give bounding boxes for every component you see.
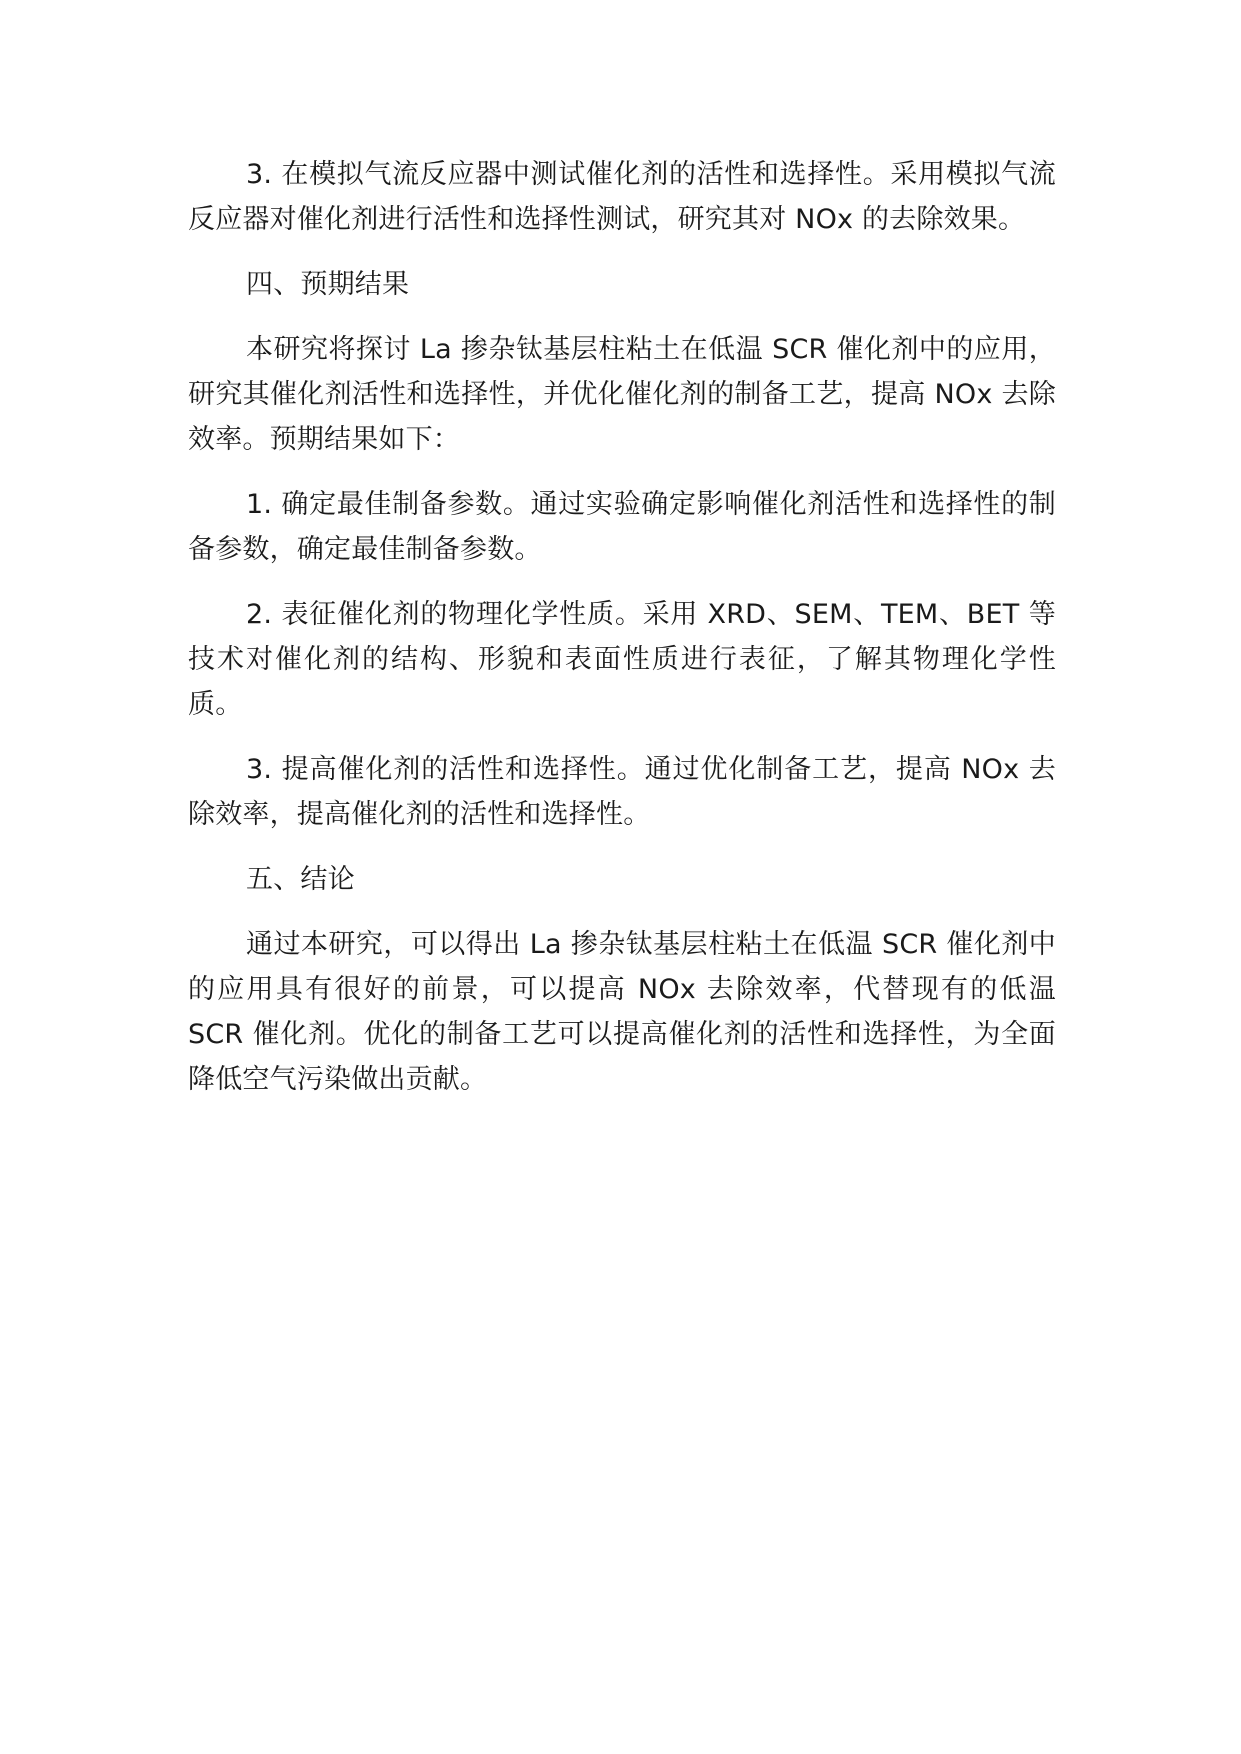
paragraph-research-overview: 本研究将探讨 La 掺杂钛基层柱粘土在低温 SCR 催化剂中的应用，研究其催化剂活性和选择性，并优化催化剂的制备工艺，提高 NOx 去除效率。预期结果如下： (188, 334, 1056, 455)
section-heading-conclusion: 五、结论 (246, 864, 355, 895)
document-page (188, 152, 1056, 1122)
paragraph-conclusion: 通过本研究，可以得出 La 掺杂钛基层柱粘土在低温 SCR 催化剂中的应用具有很好的前景，可以提高 NOx 去除效率，代替现有的低温 SCR 催化剂。优化的制备工艺可以提高催化剂的活性和选择性，为全面降低空气污染做出贡献。 (188, 929, 1056, 1095)
paragraph-result-3: 3. 提高催化剂的活性和选择性。通过优化制备工艺，提高 NOx 去除效率，提高催化剂的活性和选择性。 (188, 754, 1056, 830)
paragraph-result-2: 2. 表征催化剂的物理化学性质。采用 XRD、SEM、TEM、BET 等技术对催化剂的结构、形貌和表面性质进行表征，了解其物理化学性质。 (188, 599, 1056, 720)
section-heading-expected-results: 四、预期结果 (246, 269, 410, 300)
paragraph-test-reactor: 3. 在模拟气流反应器中测试催化剂的活性和选择性。采用模拟气流反应器对催化剂进行活性和选择性测试，研究其对 NOx 的去除效果。 (188, 159, 1056, 235)
paragraph-result-1: 1. 确定最佳制备参数。通过实验确定影响催化剂活性和选择性的制备参数，确定最佳制备参数。 (188, 489, 1056, 565)
